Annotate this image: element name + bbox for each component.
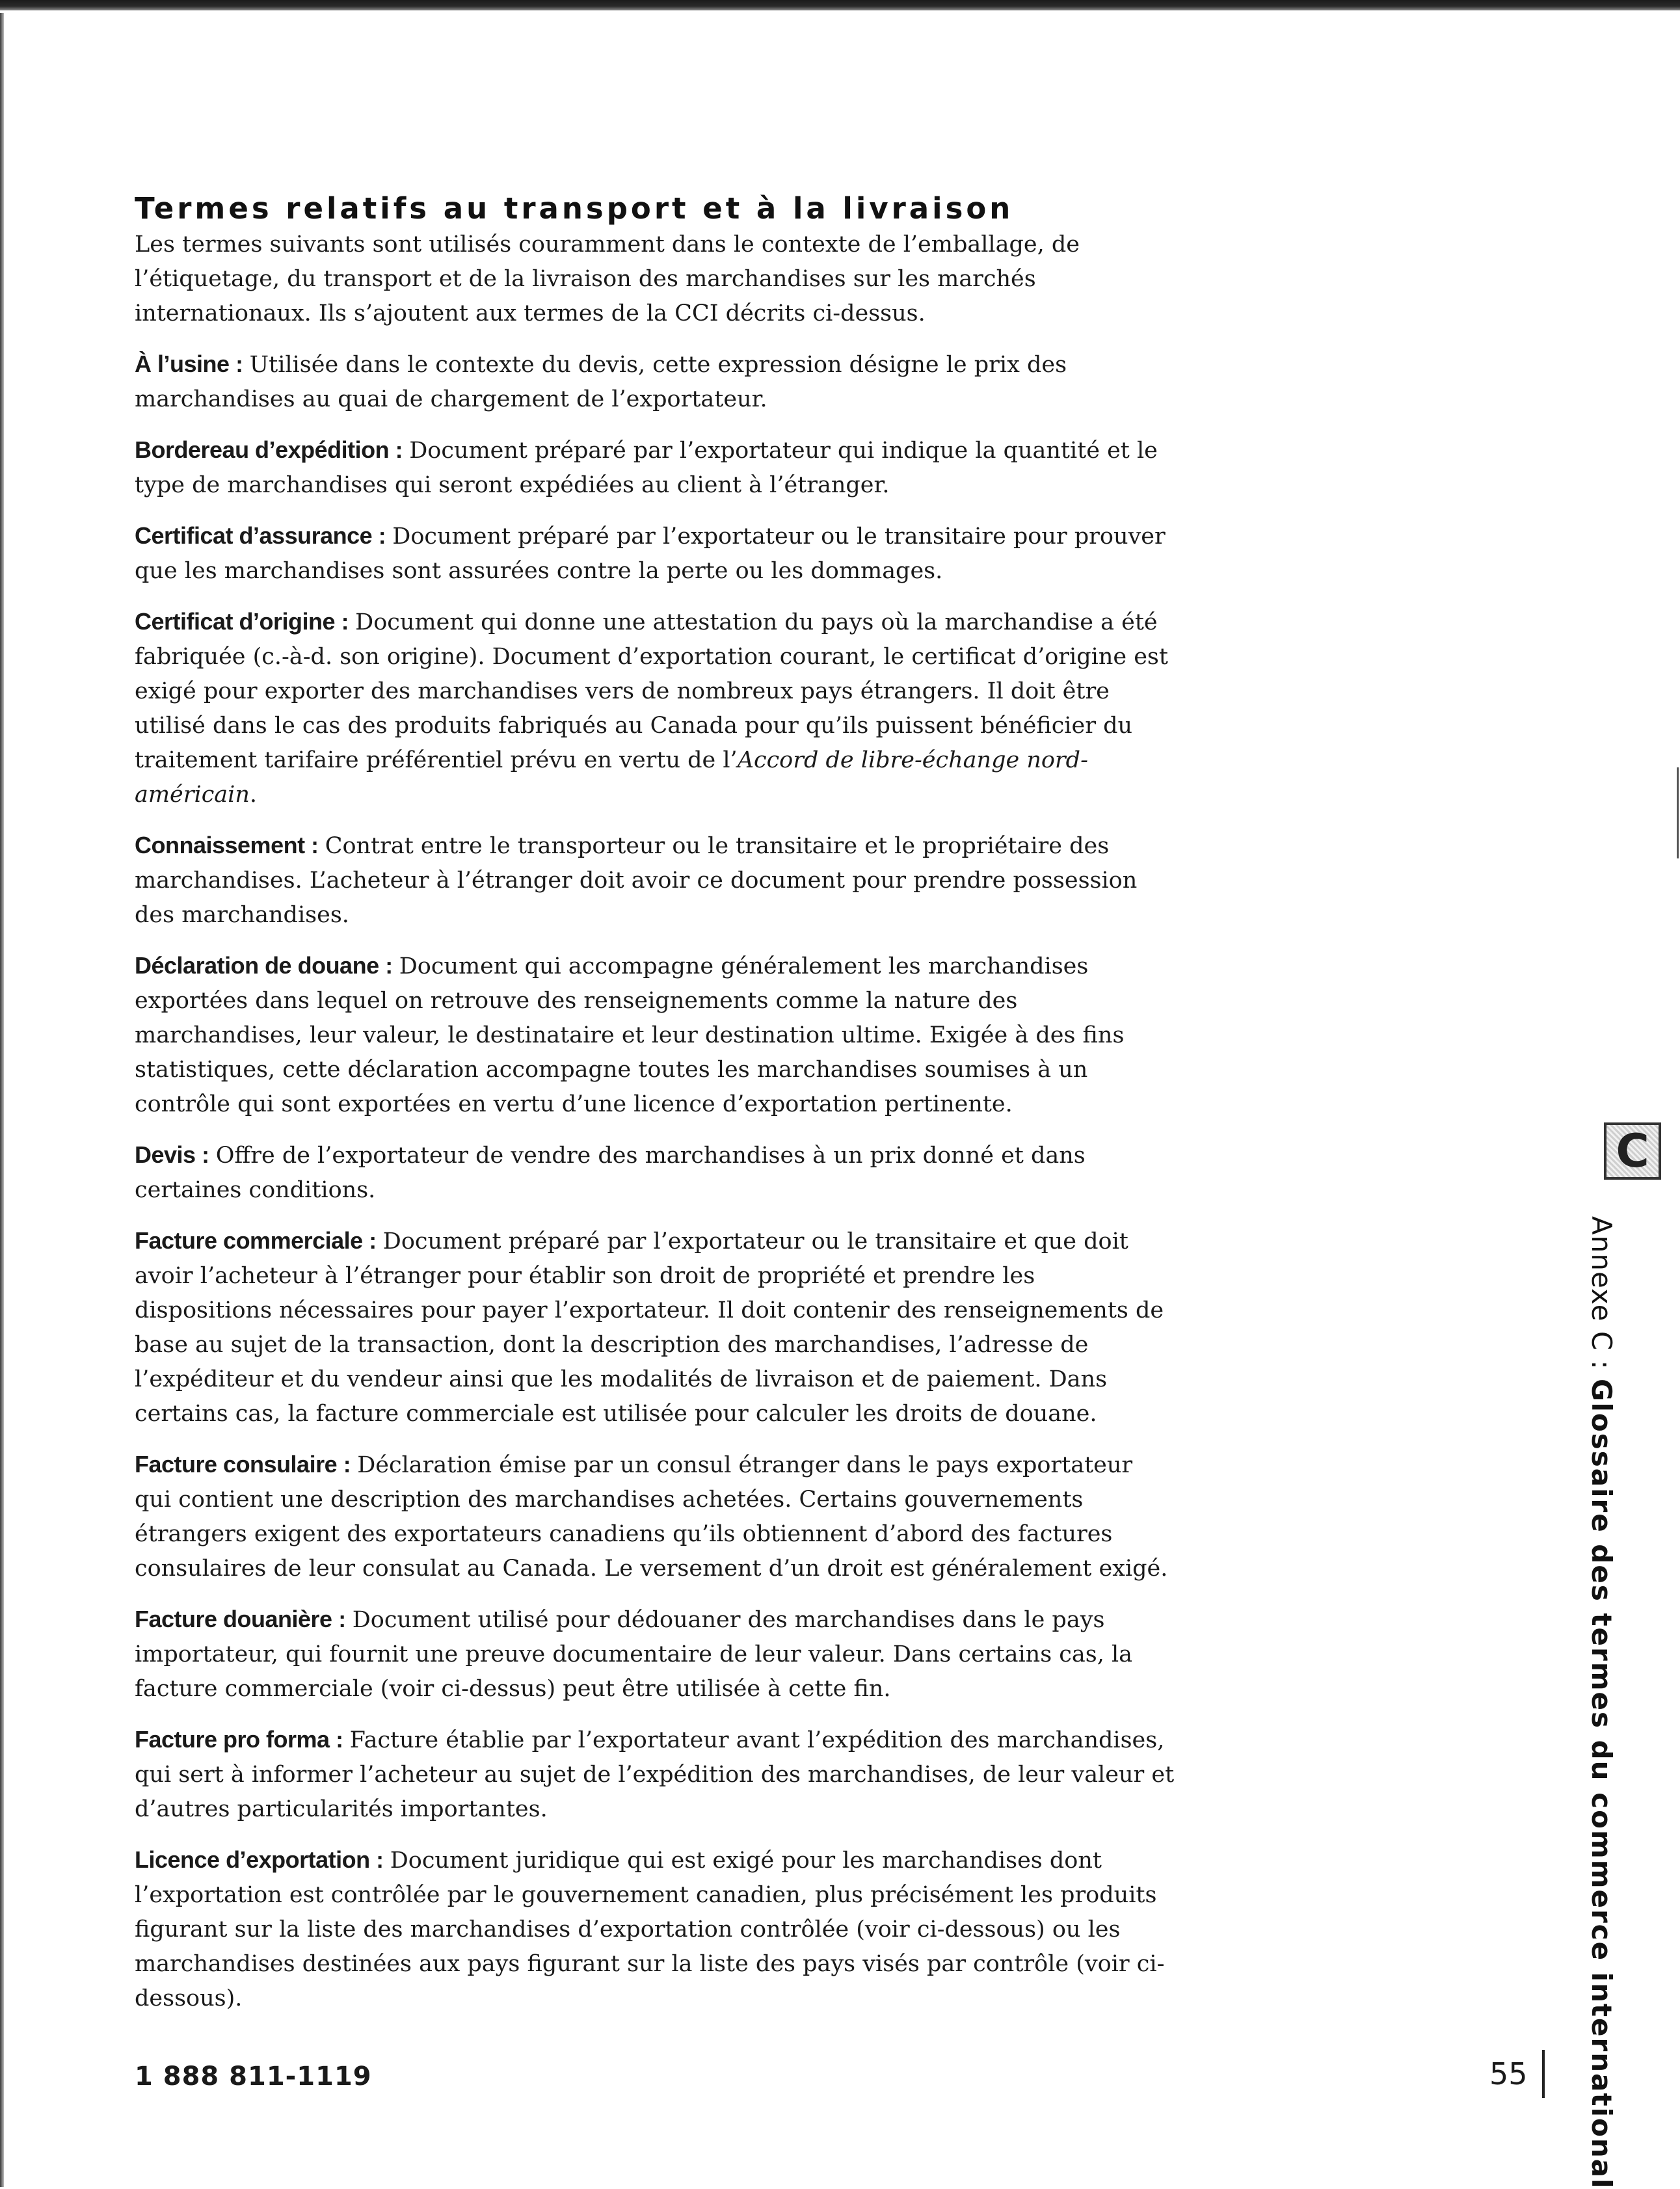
glossary-term: Facture consulaire xyxy=(135,1451,338,1478)
term-separator: : xyxy=(369,1848,390,1873)
footer-phone-number: 1 888 811-1119 xyxy=(135,2062,372,2091)
glossary-term: Connaissement xyxy=(135,832,305,858)
glossary-entry xyxy=(135,1223,1175,1431)
glossary-definition: Document préparé par l’exportateur qui indique la quantité et le type de marchandises qui seront expédiées au client à l’étranger. xyxy=(135,438,1158,498)
glossary-term: Devis xyxy=(135,1141,196,1168)
glossary-definition: Déclaration émise par un consul étranger dans le pays exportateur qui contient une description des marchandises achetées. Certains gouvernements étrangers exigent des exportateurs canadiens qu’ils obtiennent d’abord des factures consulaires de leur consulat au Canada. Le versement d’un droit est généralement exigé. xyxy=(135,1452,1168,1582)
scan-edge-top xyxy=(0,0,1680,10)
glossary-definition-italic: Accord de libre-échange nord-américain xyxy=(135,747,1088,808)
glossary-term: Certificat d’assurance xyxy=(135,522,373,549)
glossary-section xyxy=(135,190,1175,2016)
annex-tab-letter: C xyxy=(1616,1124,1649,1178)
glossary-entry xyxy=(135,1722,1175,1827)
glossary-entry xyxy=(135,1447,1175,1586)
glossary-definition: Document préparé par l’exportateur ou le transitaire pour prouver que les marchandises sont assurées contre la perte ou les dommages. xyxy=(135,524,1166,584)
glossary-term: Licence d’exportation xyxy=(135,1846,370,1873)
glossary-term: Certificat d’origine xyxy=(135,608,336,635)
term-separator: : xyxy=(335,609,356,635)
glossary-entry xyxy=(135,432,1175,503)
glossary-definition: Contrat entre le transporteur ou le transitaire et le propriétaire des marchandises. L’acheteur à l’étranger doit avoir ce document pour prendre possession des marchandises. xyxy=(135,833,1138,928)
glossary-term: Bordereau d’expédition xyxy=(135,436,390,463)
page-number: 55 xyxy=(1489,2056,1528,2091)
section-intro: Les termes suivants sont utilisés couramment dans le contexte de l’emballage, de l’étiquetage, du transport et de la livraison des marchandises sur les marchés internationaux. Ils s’ajoutent aux termes de la CCI décrits ci-dessus. xyxy=(135,232,1080,326)
term-separator: : xyxy=(332,1607,353,1632)
glossary-term: Facture douanière xyxy=(135,1606,332,1632)
glossary-term: Déclaration de douane xyxy=(135,952,379,979)
glossary-definition-end: . xyxy=(249,782,258,808)
glossary-entry xyxy=(135,347,1175,417)
glossary-definition: Document utilisé pour dédouaner des marchandises dans le pays importateur, qui fournit une preuve documentaire de leur valeur. Dans certains cas, la facture commerciale (voir ci-dessus) peut être utilisée à cette fin. xyxy=(135,1607,1133,1702)
glossary-entry xyxy=(135,518,1175,589)
annex-label: Annexe C : xyxy=(1586,1216,1618,1370)
annex-tab-icon xyxy=(1604,1122,1661,1180)
glossary-entry xyxy=(135,1842,1175,2016)
glossary-entry xyxy=(135,948,1175,1122)
page-number-rule xyxy=(1542,2050,1545,2098)
glossary-term: Facture pro forma xyxy=(135,1726,330,1753)
glossary-entry xyxy=(135,1137,1175,1208)
glossary-term: Facture commerciale xyxy=(135,1227,363,1254)
term-separator: : xyxy=(195,1143,216,1168)
term-separator: : xyxy=(304,833,325,858)
glossary-entry xyxy=(135,828,1175,933)
glossary-entry xyxy=(135,1602,1175,1706)
glossary-definition: Document qui accompagne généralement les marchandises exportées dans lequel on retrouve des renseignements comme la nature des marchandises, leur valeur, le destinataire et leur destination ultime. Exigée à des fins statistiques, cette déclaration accompagne toutes les marchandises soumises à un contrôle qui sont exportées en vertu d’une licence d’exportation pertinente. xyxy=(135,953,1125,1117)
glossary-definition: Facture établie par l’exportateur avant l’expédition des marchandises, qui sert à informer l’acheteur au sujet de l’expédition des marchandises, de leur valeur et d’autres particularités importantes. xyxy=(135,1727,1175,1822)
glossary-definition: Document préparé par l’exportateur ou le transitaire et que doit avoir l’acheteur à l’étranger pour établir son droit de propriété et prendre les dispositions nécessaires pour payer l’exportateur. Il doit contenir des renseignements de base au sujet de la transaction, dont la description des marchandises, l’adresse de l’expéditeur et du vendeur ainsi que les modalités de livraison et de paiement. Dans certains cas, la facture commerciale est utilisée pour calculer les droits de douane. xyxy=(135,1228,1164,1427)
glossary-term: À l’usine xyxy=(135,351,230,377)
glossary-entry xyxy=(135,604,1175,812)
vertical-section-title xyxy=(1579,1216,1624,2189)
glossary-definition: Document qui donne une attestation du pays où la marchandise a été fabriquée (c.-à-d. son origine). Document d’exportation courant, le certificat d’origine est exigé pour exporter des marchandises vers de nombreux pays étrangers. Il doit être utilisé dans le cas des produits fabriqués au Canada pour qu’ils puissent bénéficier du traitement tarifaire préférentiel prévu en vertu de l’ xyxy=(135,609,1168,773)
scan-edge-right xyxy=(1677,767,1679,858)
term-separator: : xyxy=(389,438,410,463)
annex-title: Glossaire des termes du commerce international xyxy=(1586,1379,1618,2189)
term-separator: : xyxy=(379,953,399,979)
glossary-definition: Document juridique qui est exigé pour les marchandises dont l’exportation est contrôlée par le gouvernement canadien, plus précisément les produits figurant sur la liste des marchandises d’exportation contrôlée (voir ci-dessous) ou les marchandises destinées aux pays figurant sur la liste des pays visés par contrôle (voir ci-dessous). xyxy=(135,1848,1165,2011)
section-heading: Termes relatifs au transport et à la livraison xyxy=(135,191,1014,226)
glossary-definition: Utilisée dans le contexte du devis, cette expression désigne le prix des marchandises au quai de chargement de l’exportateur. xyxy=(135,352,1067,412)
term-separator: : xyxy=(229,352,250,377)
term-separator: : xyxy=(337,1452,358,1478)
scan-edge-left xyxy=(0,13,4,2187)
term-separator: : xyxy=(372,524,393,549)
glossary-definition: Offre de l’exportateur de vendre des marchandises à un prix donné et dans certaines conditions. xyxy=(135,1143,1086,1203)
term-separator: : xyxy=(362,1228,383,1254)
term-separator: : xyxy=(329,1727,350,1753)
